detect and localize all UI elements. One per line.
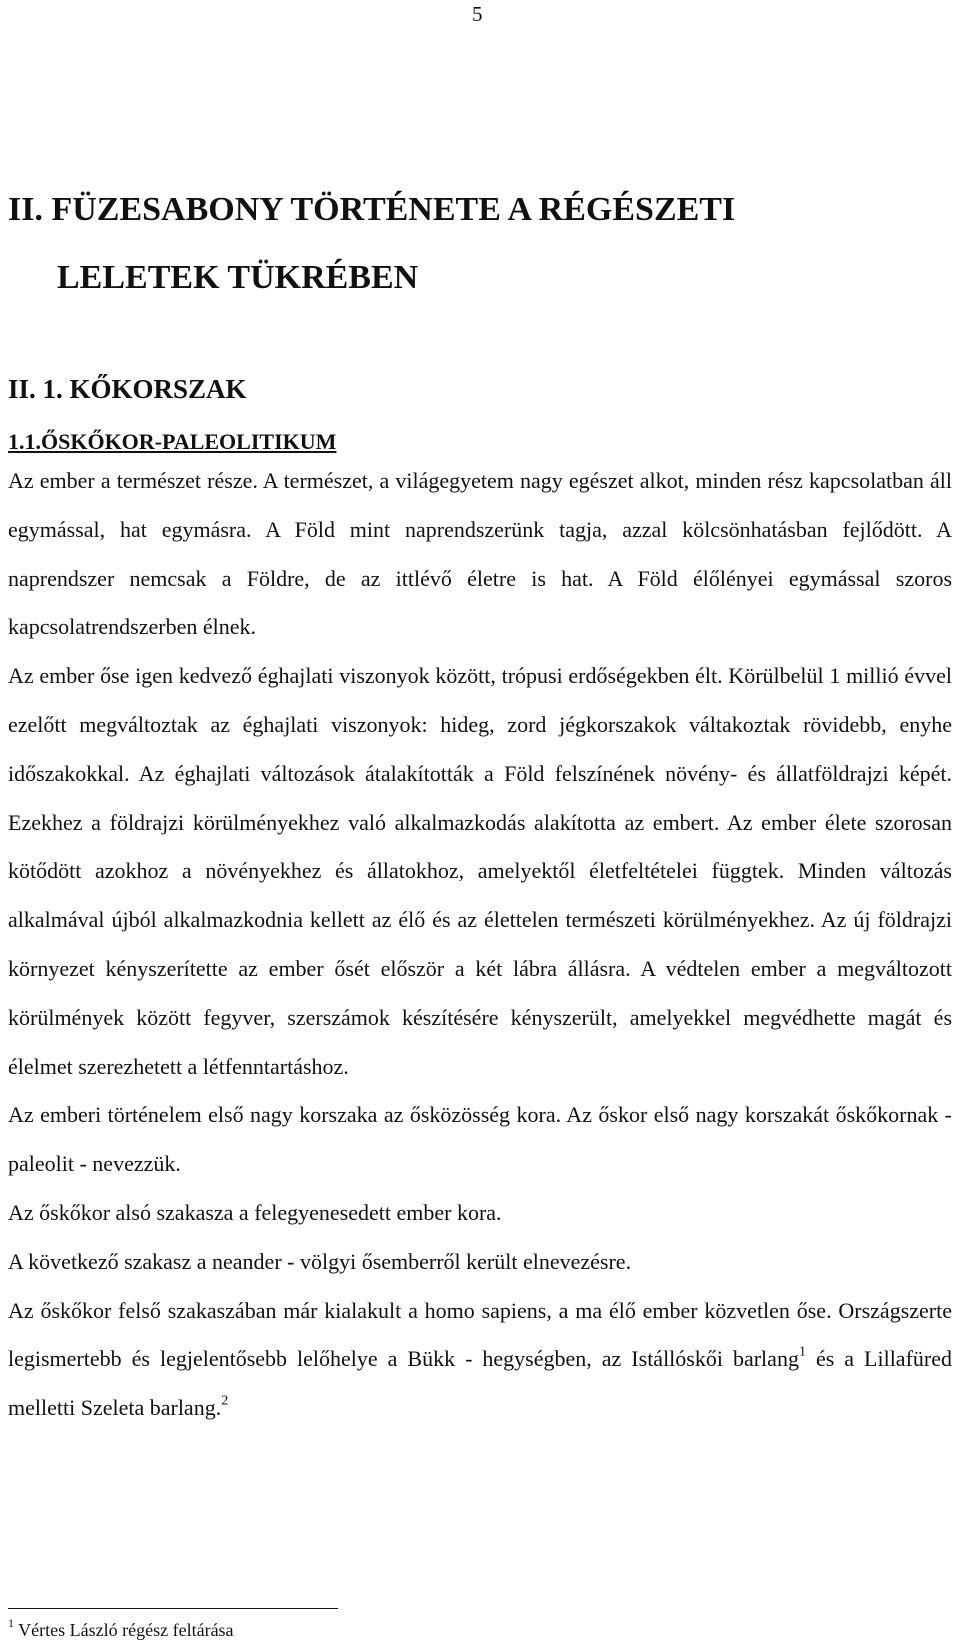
paragraph-6-text-b: és a Lillafüred melletti Szeleta barlang. — [8, 1346, 952, 1421]
page-number: 5 — [472, 2, 483, 26]
paragraph-1: Az ember a természet része. A természet, a világegyetem nagy egészet alkot, minden rész kapcsolatban áll egymással, hat egymásra. A Föld mint naprendszerünk tagja, azzal kölcsönhatásban fejlődött. A naprendszer nemcsak a Földre, de az ittlévő életre is hat. A Föld élőlényei egymással szoros kapcsolatrendszerben élnek. — [8, 468, 952, 640]
paragraph-3: Az emberi történelem első nagy korszaka az ősközösség kora. Az őskor első nagy korszakát őskőkornak - paleolit - nevezzük. — [8, 1102, 952, 1177]
chapter-heading-line1: II. FÜZESABONY TÖRTÉNETE A RÉGÉSZETI — [8, 191, 736, 228]
subsection-heading: 1.1.ŐSKŐKOR-PALEOLITIKUM — [8, 429, 337, 454]
footnote-text: Vértes László régész feltárása — [14, 1620, 234, 1640]
footnote-divider — [8, 1608, 338, 1609]
paragraph-6 — [8, 1287, 952, 1433]
chapter-heading-line2: LELETEK TÜKRÉBEN — [57, 259, 419, 296]
footnote-marker: 1 — [8, 1616, 14, 1630]
section-heading: II. 1. KŐKORSZAK — [8, 374, 247, 404]
body-text — [8, 457, 952, 1433]
footnote-ref-2[interactable]: 2 — [221, 1393, 229, 1409]
paragraph-6-text-a: Az őskőkor felső szakaszában már kialakult a homo sapiens, a ma élő ember közvetlen őse. Országszerte legismertebb és legjelentősebb lelőhelye a Bükk - hegységben, az Istállóskői barlang — [8, 1297, 952, 1372]
paragraph-4: Az őskőkor alsó szakasza a felegyenesedett ember kora. — [8, 1199, 502, 1225]
footnote — [8, 1616, 234, 1641]
paragraph-2: Az ember őse igen kedvező éghajlati viszonyok között, trópusi erdőségekben élt. Körülbelül 1 millió évvel ezelőtt megváltoztak az éghajlati viszonyok: hideg, zord jégkorszakok váltakoztak rövidebb, enyhe időszakokkal. Az éghajlati változások átalakították a Föld felszínének növény- és állatföldrajzi képét. Ezekhez a földrajzi körülményekhez való alkalmazkodás alakította az embert. Az ember élete szorosan kötődött azokhoz a növényekhez és állatokhoz, amelyektől életfeltételei függtek. Minden változás alkalmával újból alkalmazkodnia kellett az élő és az élettelen természeti körülményekhez. Az új földrajzi környezet kényszerítette az ember ősét először a két lábra állásra. A védtelen ember a megváltozott körülmények között fegyver, szerszámok készítésére kényszerült, amelyekkel megvédhette magát és élelmet szerezhetett a létfenntartáshoz. — [8, 663, 952, 1079]
footnote-ref-1[interactable]: 1 — [798, 1344, 806, 1360]
chapter-heading — [8, 176, 908, 312]
paragraph-5: A következő szakasz a neander - völgyi ősemberről került elnevezésre. — [8, 1248, 632, 1274]
